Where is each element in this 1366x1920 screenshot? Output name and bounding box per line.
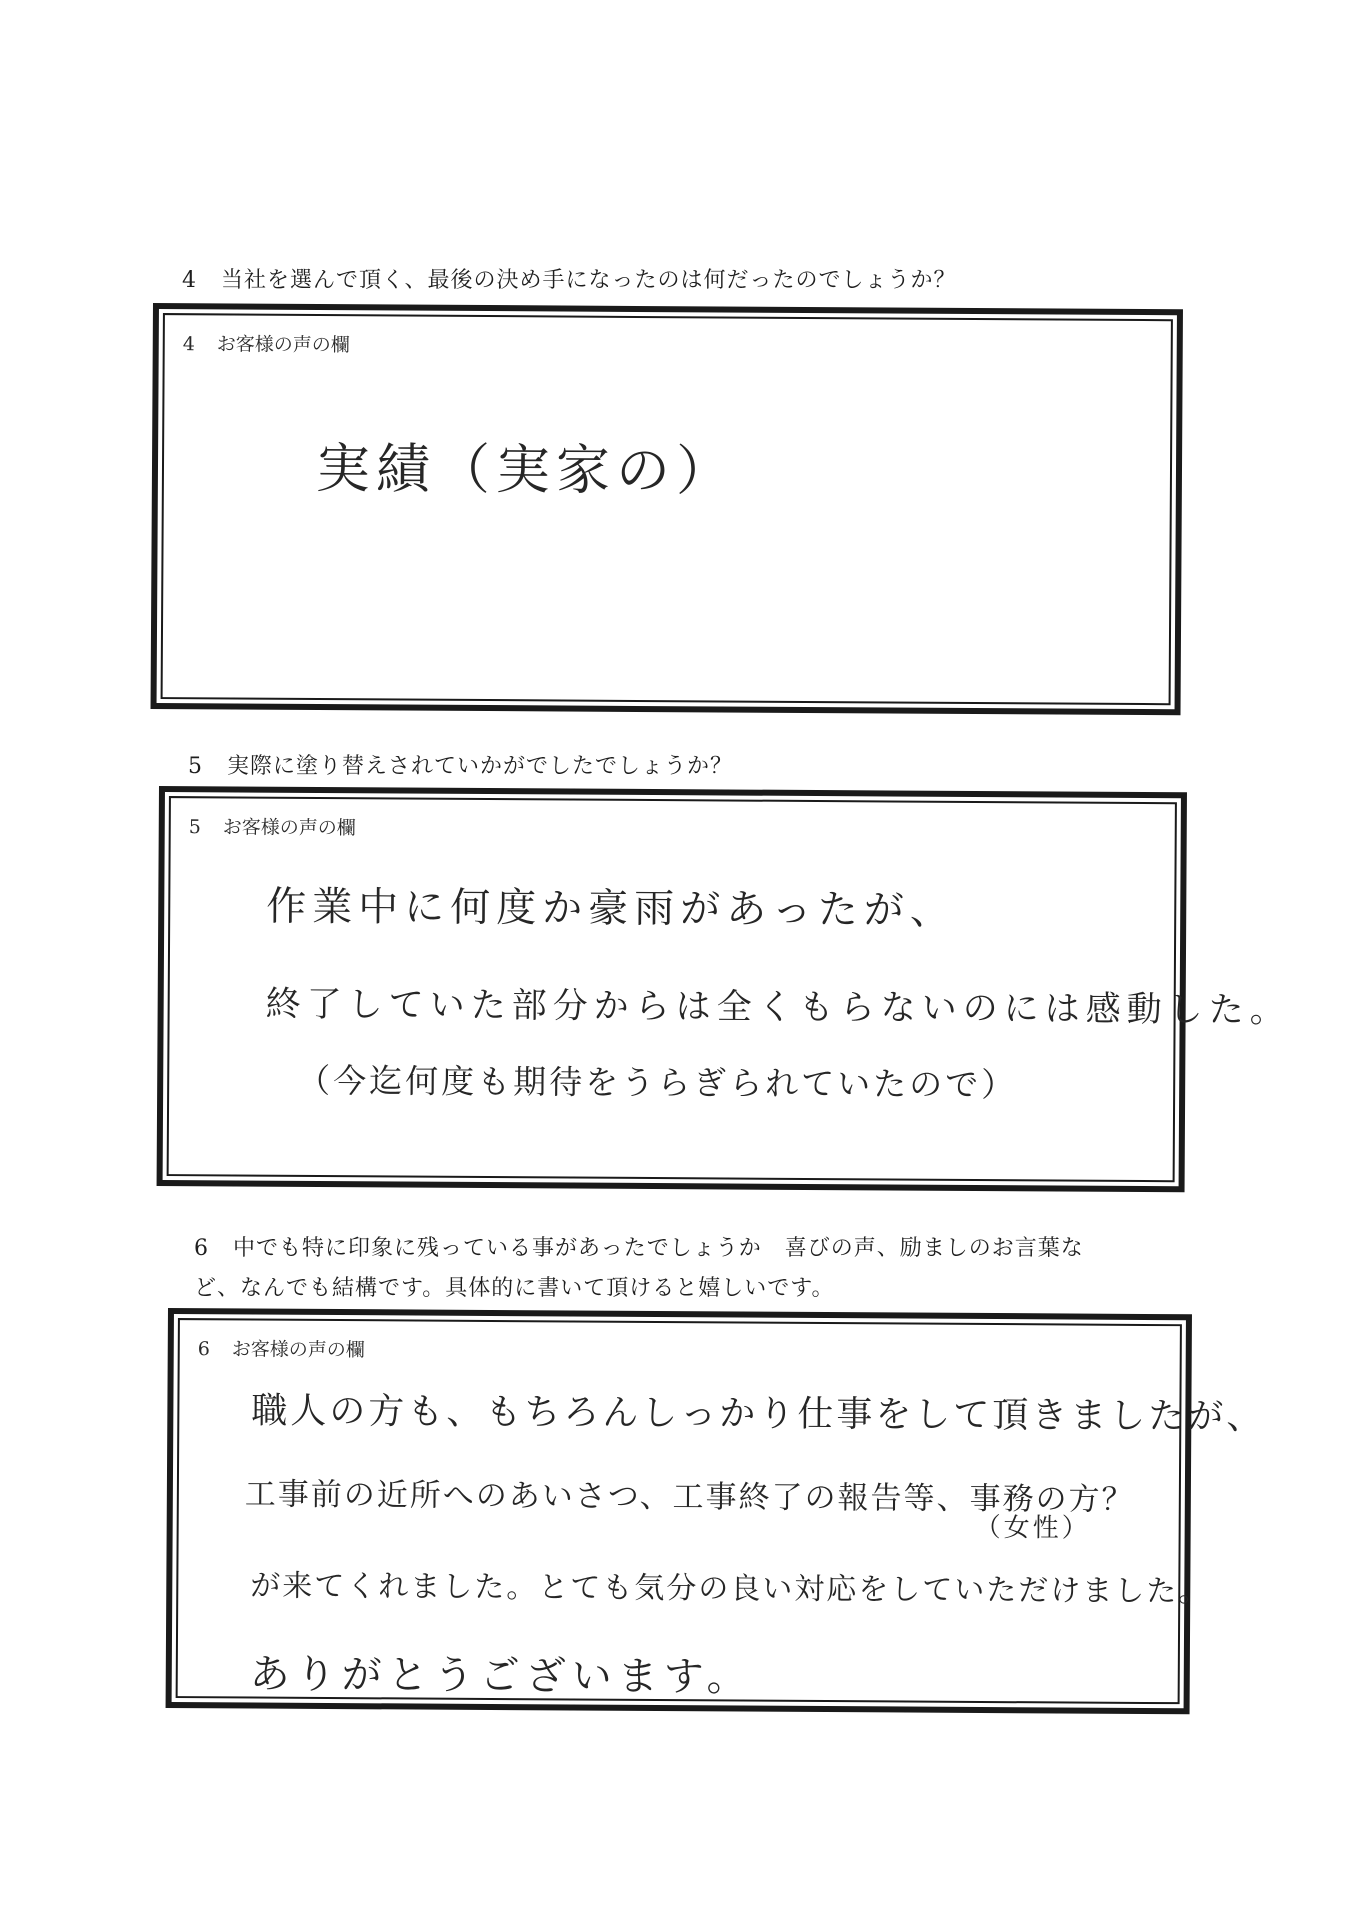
question-text-line1: 中でも特に印象に残っている事があったでしょうか 喜びの声、励ましのお言葉な: [233, 1236, 1084, 1261]
question-number: 4: [182, 268, 197, 293]
question-5: [188, 750, 733, 784]
box-label-text: お客様の声の欄: [231, 1338, 365, 1362]
question-4: [182, 264, 957, 298]
box-label: [198, 1334, 365, 1362]
handwritten-answer-line: が来てくれました。とても気分の良い対応をしていただけました。: [250, 1568, 1211, 1610]
handwritten-answer-line: 工事前の近所へのあいさつ、工事終了の報告等、事務の方？: [244, 1476, 1135, 1518]
question-number: 6: [194, 1236, 209, 1261]
box-number: 4: [182, 333, 195, 356]
box-number: 6: [197, 1338, 210, 1361]
answer-box-6: [166, 1308, 1266, 1714]
question-6-continued: [194, 1272, 834, 1306]
question-text-line2: ど、なんでも結構です。具体的に書いて頂けると嬉しいです。: [194, 1276, 835, 1301]
box-label: [183, 329, 350, 357]
question-6: [194, 1232, 1084, 1266]
box-label: [189, 812, 356, 840]
handwritten-answer-line: 作業中に何度か豪雨があったが、: [266, 883, 957, 934]
answer-box-inner: [167, 796, 1291, 1182]
handwritten-answer-line: 終了していた部分からは全くもらないのには感動した。: [265, 984, 1291, 1031]
handwritten-answer-line: ありがとうございます。: [249, 1651, 753, 1701]
answer-box-inner: [176, 1318, 1266, 1704]
question-number: 5: [188, 754, 203, 779]
handwritten-answer-line: 職人の方も、もちろんしっかり仕事をして頂きましたが、: [251, 1390, 1266, 1438]
answer-box-5: [157, 786, 1291, 1192]
box-number: 5: [188, 816, 201, 839]
box-label-text: お客様の声の欄: [216, 333, 350, 357]
question-text: 当社を選んで頂く、最後の決め手になったのは何だったのでしょうか？: [221, 268, 957, 293]
question-text: 実際に塗り替えされていかがでしたでしょうか？: [227, 754, 734, 779]
handwritten-answer-note: （女性）: [974, 1512, 1091, 1544]
handwritten-answer-line: 実績（実家の）: [315, 436, 737, 503]
handwritten-answer-line: （今迄何度も期待をうらぎられていたので）: [297, 1060, 1018, 1105]
answer-box-inner: [161, 313, 1173, 705]
answer-box-4: [151, 303, 1183, 715]
box-label-text: お客様の声の欄: [222, 816, 356, 840]
